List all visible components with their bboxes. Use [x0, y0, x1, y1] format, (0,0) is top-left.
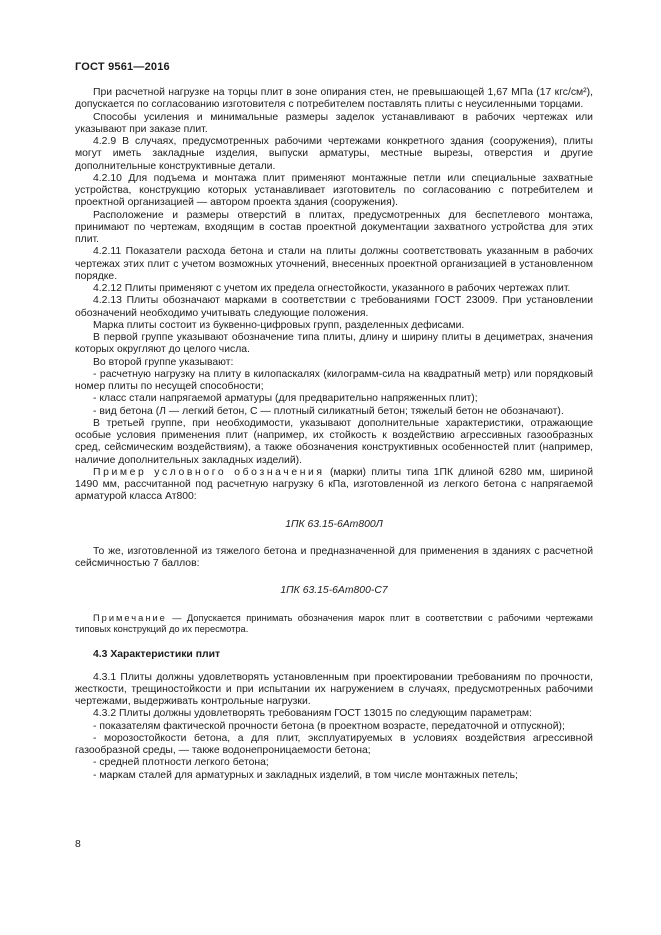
paragraph: Способы усиления и минимальные размеры заделок устанавливают в рабочих чертежах или указывают при заказе плит.: [75, 111, 593, 135]
note-text: — Допускается принимать обозначения марок плит в соответствии с рабочими чертежами типовых конструкций до их пересмотра.: [75, 612, 593, 634]
document-body: [75, 87, 593, 782]
paragraph-4-3-2: 4.3.2 Плиты должны удовлетворять требованиям ГОСТ 13015 по следующим параметрам:: [93, 708, 532, 720]
paragraph: Марка плиты состоит из буквенно-цифровых групп, разделенных дефисами.: [93, 319, 465, 331]
paragraph-4-2-13: 4.2.13 Плиты обозначают марками в соответствии с требованиями ГОСТ 23009. При установлении обозначений необходимо учитывать следующие положения.: [75, 295, 593, 319]
paragraph: То же, изготовленной из тяжелого бетона и предназначенной для применения в зданиях с расчетной сейсмичностью 7 баллов:: [75, 545, 593, 569]
list-item: - показателям фактической прочности бетона (в проектном возрасте, передаточной и отпускной);: [93, 720, 565, 732]
paragraph-4-3-1: 4.3.1 Плиты должны удовлетворять установленным при проектировании требованиям по прочности, жесткости, трещиностойкости и при испытании их нагружением в случаях, предусмотренных рабочими чертежами, выдерживать контрольные нагрузки.: [75, 671, 593, 708]
mark-formula: 1ПК 63.15-6Ат800Л: [285, 518, 383, 530]
running-header: ГОСТ 9561—2016: [75, 61, 170, 73]
list-item: - средней плотности легкого бетона;: [93, 757, 269, 769]
paragraph: Расположение и размеры отверстий в плитах, предусмотренных для беспетлевого монтажа, принимают по чертежам, входящим в состав проектной документации захватного устройства для этих плит.: [75, 209, 593, 245]
paragraph: В первой группе указывают обозначение типа плиты, длину и ширину плиты в дециметрах, значения которых округляют до целого числа.: [75, 332, 593, 356]
paragraph-4-2-11: 4.2.11 Показатели расхода бетона и стали на плиты должны соответствовать указанным в рабочих чертежах этих плит с учетом возможных уточнений, внесенных проектной организацией в установленном порядке.: [75, 246, 593, 282]
paragraph: Во второй группе указывают:: [93, 356, 234, 368]
page-number: 8: [75, 839, 81, 850]
list-item: - класс стали напрягаемой арматуры (для предварительно напряженных плит);: [93, 393, 478, 405]
example-label: Пример условного обозначения: [93, 466, 325, 478]
example-text: (марки) плиты типа 1ПК длиной 6280 мм, шириной 1490 мм, рассчитанной под расчетную нагрузку 6 кПа, изготовленной из легкого бетона с напрягаемой арматурой класса Ат800:: [75, 466, 593, 503]
list-item: - маркам сталей для арматурных и закладных изделий, в том числе монтажных петель;: [93, 769, 518, 781]
section-heading-4-3: 4.3 Характеристики плит: [93, 649, 221, 661]
paragraph: В третьей группе, при необходимости, указывают дополнительные характеристики, отражающие особые условия применения плит (например, их стойкость к воздействию агрессивных газообразных сред, сейсмическим воздействиям), а также обозначения конструктивных особенностей плит (например, наличие дополнительных закладных изделий).: [75, 417, 593, 466]
note-label: Примечание: [93, 612, 167, 623]
paragraph: При расчетной нагрузке на торцы плит в зоне опирания стен, не превышающей 1,67 МПа (17 кгс/см²), допускается по согласованию изготовителя с потребителем поставлять плиты с неусиленными торцами.: [75, 87, 593, 111]
paragraph-4-2-9: 4.2.9 В случаях, предусмотренных рабочими чертежами конкретного здания (сооружения), плиты могут иметь закладные изделия, выпуски арматуры, местные вырезы, отверстия и другие дополнительные конструктивные детали.: [75, 136, 593, 172]
list-item: - морозостойкости бетона, а для плит, эксплуатируемых в условиях воздействия агрессивной газообразной среды, — также водонепроницаемости бетона;: [75, 732, 593, 757]
mark-formula: 1ПК 63.15-6Ат800-С7: [280, 585, 388, 597]
note-paragraph: [75, 613, 593, 636]
example-paragraph: [75, 467, 593, 504]
list-item: - расчетную нагрузку на плиту в килопаскалях (килограмм-сила на квадратный метр) или порядковый номер плиты по несущей способности;: [75, 368, 593, 392]
paragraph-4-2-10: 4.2.10 Для подъема и монтажа плит применяют монтажные петли или специальные захватные устройства, конструкцию которых устанавливает изготовитель по согласованию с потребителем и проектной организацией — автором проекта здания (сооружения).: [75, 172, 593, 209]
paragraph-4-2-12: 4.2.12 Плиты применяют с учетом их предела огнестойкости, указанного в рабочих чертежах плит.: [93, 283, 571, 294]
list-item: - вид бетона (Л — легкий бетон, С — плотный силикатный бетон; тяжелый бетон не обозначают).: [93, 405, 564, 417]
